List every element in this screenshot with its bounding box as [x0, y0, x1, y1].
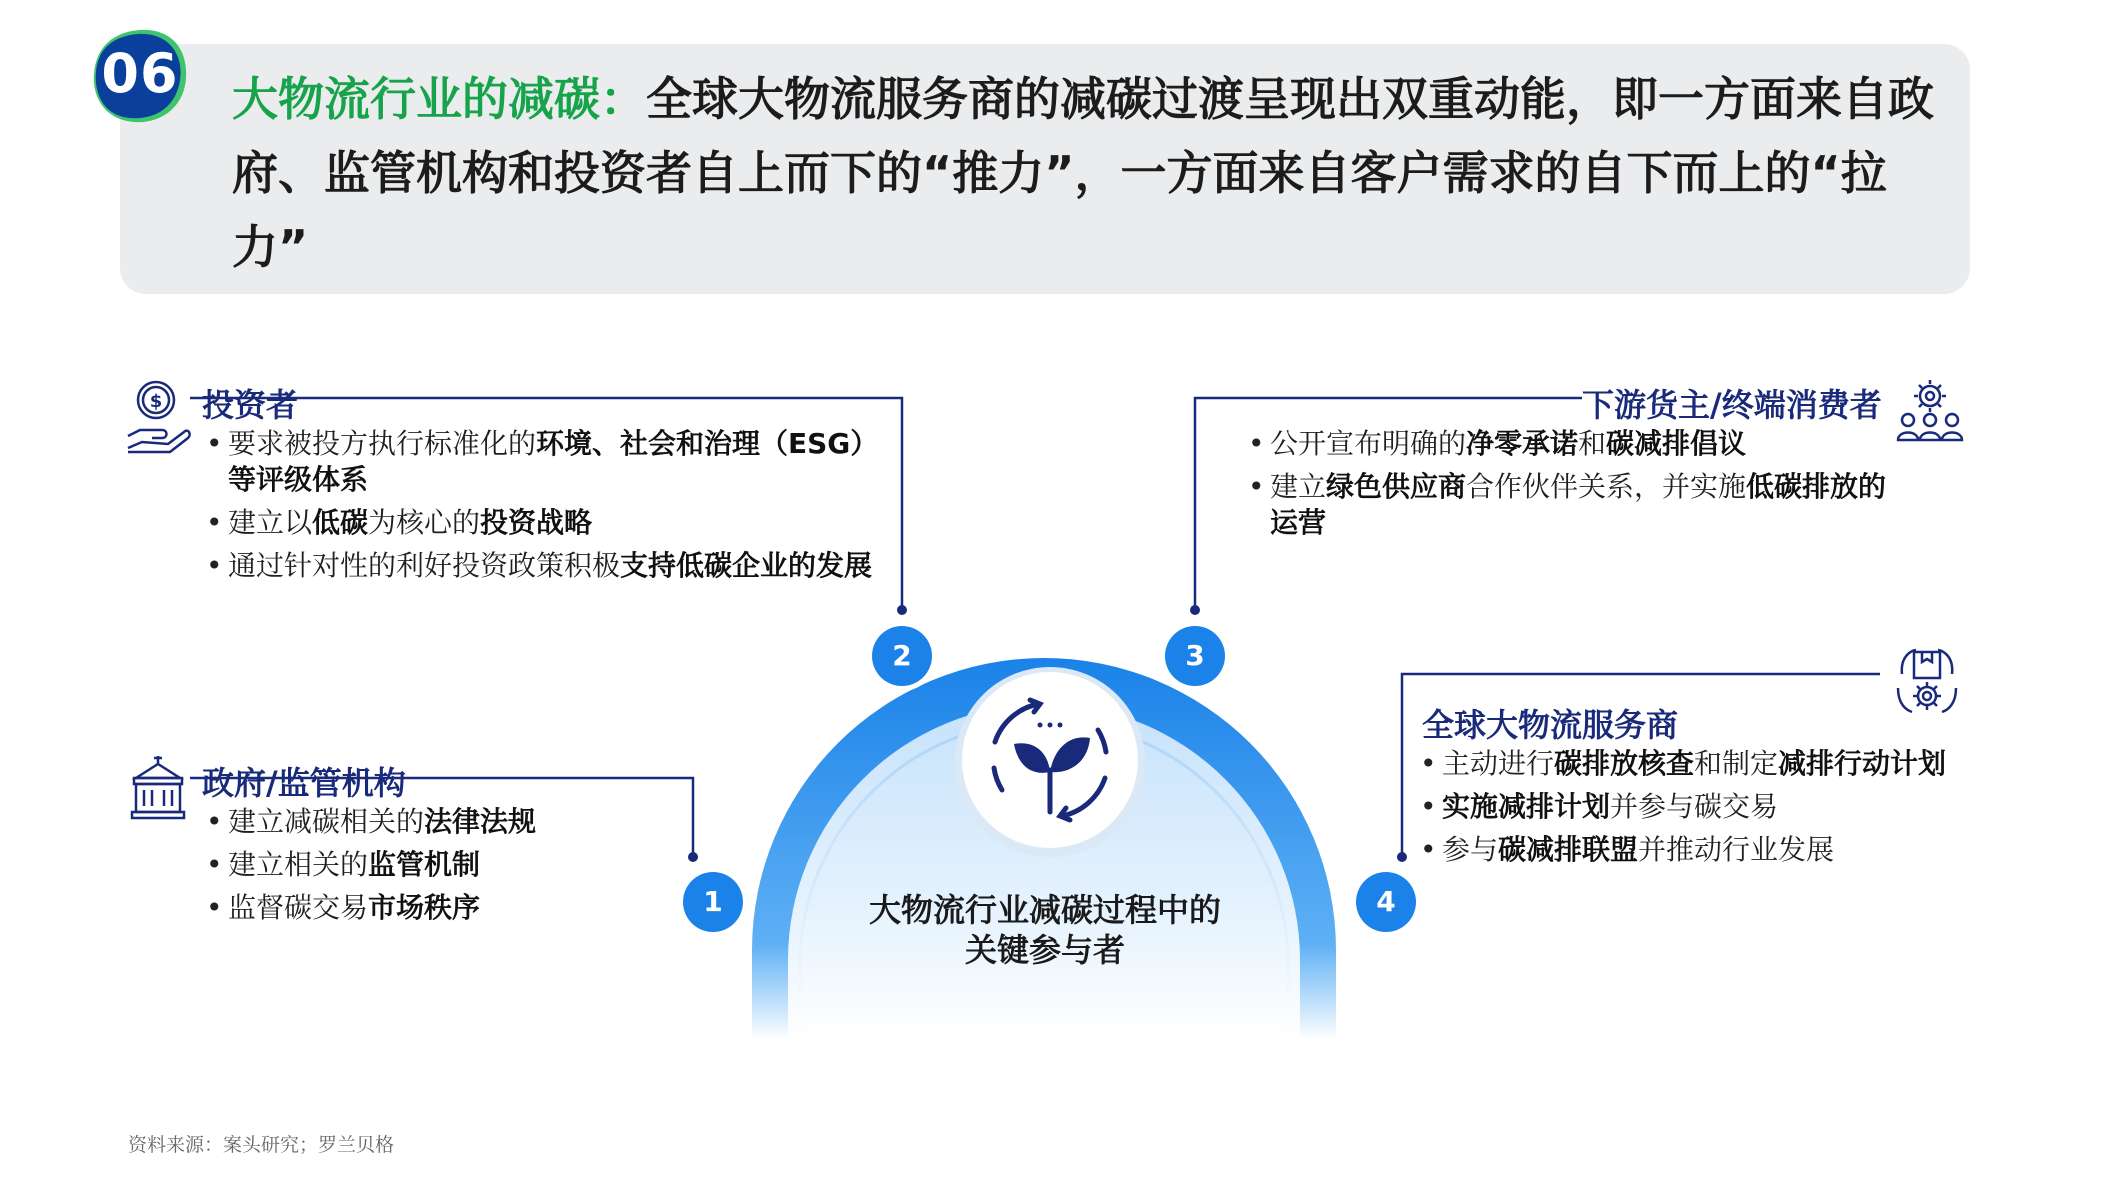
list-item: • 主动进行碳排放核查和制定减排行动计划 — [1418, 746, 2018, 782]
center-label-line2: 关键参与者 — [964, 931, 1125, 969]
list-item: • 通过针对性的利好投资政策积极支持低碳企业的发展 — [204, 548, 884, 584]
headline-text: 全球大物流服务商的减碳过渡呈现出双重动能，即一方面来自政府、监管机构和投资者自上而下的“推力”，一方面来自客户需求的自下而上的“拉力” — [232, 72, 1934, 274]
investors-title: 投资者 — [202, 386, 299, 424]
list-item: • 建立减碳相关的法律法规 — [204, 804, 684, 840]
section-number: 06 — [101, 42, 179, 105]
government-title: 政府/监管机构 — [202, 764, 406, 802]
list-item: • 监督碳交易市场秩序 — [204, 890, 684, 926]
list-item: • 公开宣布明确的净零承诺和碳减排倡议 — [1246, 426, 1896, 462]
government-list — [204, 804, 684, 933]
list-item: • 实施减排计划并参与碳交易 — [1418, 789, 2018, 825]
center-label-line1: 大物流行业减碳过程中的 — [868, 891, 1221, 929]
center-circle — [962, 672, 1138, 848]
money-hand-icon — [128, 382, 190, 452]
list-item: • 要求被投方执行标准化的环境、社会和治理（ESG）等评级体系 — [204, 426, 884, 498]
source-note: 资料来源：案头研究；罗兰贝格 — [128, 1134, 395, 1156]
downstream-list — [1246, 426, 1896, 548]
headline-highlight: 大物流行业的减碳： — [232, 72, 646, 126]
list-item: • 建立绿色供应商合作伙伴关系，并实施低碳排放的运营 — [1246, 469, 1896, 541]
investors-list — [204, 426, 884, 591]
list-item: • 建立相关的监管机制 — [204, 847, 684, 883]
government-building-icon — [132, 756, 184, 818]
step-number-3: 3 — [1165, 626, 1225, 686]
svg-text:$: $ — [149, 391, 163, 412]
downstream-title: 下游货主/终端消费者 — [1582, 386, 1882, 424]
step-number-2: 2 — [872, 626, 932, 686]
list-item: • 参与碳减排联盟并推动行业发展 — [1418, 832, 2018, 868]
step-number-1: 1 — [683, 872, 743, 932]
providers-list — [1418, 746, 2018, 875]
people-gear-icon — [1898, 380, 1962, 440]
package-gear-icon — [1898, 650, 1956, 712]
step-number-4: 4 — [1356, 872, 1416, 932]
list-item: • 建立以低碳为核心的投资战略 — [204, 505, 884, 541]
center-label — [840, 890, 1250, 970]
providers-title: 全球大物流服务商 — [1422, 706, 1679, 744]
